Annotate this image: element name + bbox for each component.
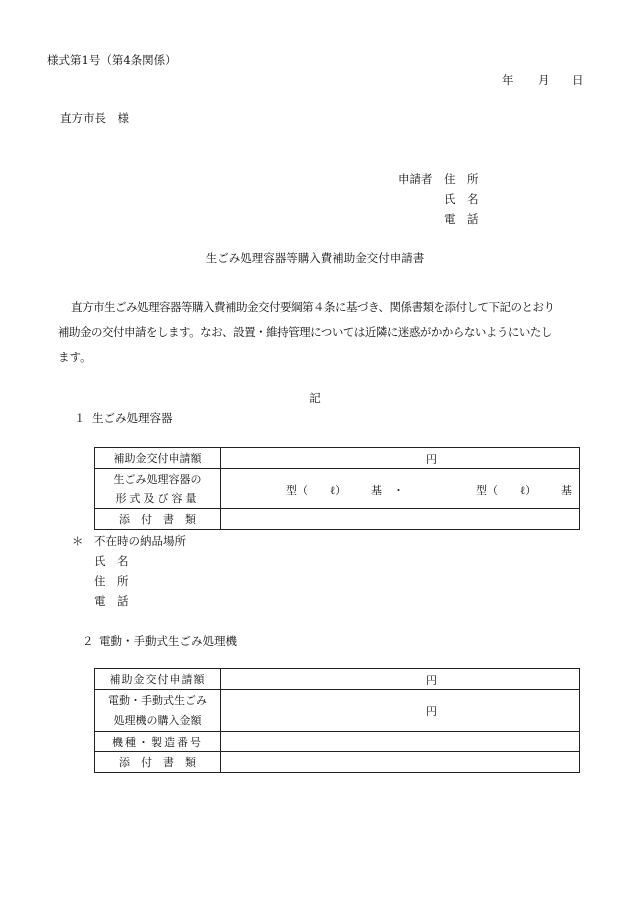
- s1-count-a: 基 ・: [371, 484, 404, 497]
- section2-title: 電動・手動式生ごみ処理機: [99, 634, 237, 648]
- body-line-1: 直方市生ごみ処理容器等購入費補助金交付要綱第４条に基づき、関係書類を添付して下記のとおり: [71, 300, 555, 314]
- applicant-label: 申請者: [398, 172, 433, 186]
- applicant-phone: 電 話: [444, 212, 479, 226]
- s1-type-label-line2: 形式及び容量: [115, 491, 200, 505]
- s1-attachment-label: 添 付 書 類: [95, 509, 221, 530]
- body-line-3: ます。: [58, 350, 92, 364]
- section2-number: ２: [82, 634, 94, 648]
- ki-heading: 記: [309, 391, 321, 405]
- addressee: 直方市長 様: [60, 111, 129, 125]
- s2-price-unit: 円: [426, 705, 437, 718]
- s1-type-row: [95, 469, 580, 509]
- document-title: 生ごみ処理容器等購入費補助金交付申請書: [205, 251, 425, 265]
- section2-table: [94, 668, 580, 773]
- s1-attachment-field[interactable]: [221, 509, 580, 530]
- s2-price-label-line2: 処理機の購入金額: [113, 713, 202, 727]
- s1-type-b: 型（ ℓ）: [476, 484, 537, 497]
- section1-table: [94, 447, 580, 530]
- section1-number: １: [74, 411, 86, 425]
- body-line-2: 補助金の交付申請をします。なお、設置・維持管理については近隣に迷惑がかからないようにいたし: [58, 325, 552, 339]
- applicant-name: 氏 名: [444, 192, 479, 206]
- s1-type-a: 型（ ℓ）: [286, 484, 347, 497]
- absence-address: 住 所: [94, 574, 129, 588]
- absence-mark: ＊: [72, 534, 84, 548]
- s2-price-field[interactable]: [221, 690, 580, 732]
- s2-model-label: 機種・製造番号: [95, 732, 221, 752]
- s1-attachment-row: [95, 509, 580, 530]
- s1-amount-field[interactable]: [221, 448, 580, 469]
- s2-attachment-label: 添 付 書 類: [95, 752, 221, 773]
- s2-attachment-row: [95, 752, 580, 773]
- s2-price-label-line1: 電動・手動式生ごみ: [108, 693, 207, 707]
- absence-name: 氏 名: [94, 554, 129, 568]
- s2-amount-field[interactable]: [221, 669, 580, 690]
- s1-count-b: 基: [561, 484, 572, 497]
- s1-amount-label: 補助金交付申請額: [95, 448, 221, 469]
- s2-amount-label: 補助金交付申請額: [95, 669, 221, 690]
- date-day: 日: [572, 73, 584, 87]
- s1-type-field[interactable]: [221, 469, 580, 509]
- section1-title: 生ごみ処理容器: [92, 411, 173, 425]
- s1-type-label-line1: 生ごみ処理容器の: [113, 472, 202, 486]
- form-number: 様式第1号（第4条関係）: [47, 53, 177, 67]
- s2-model-field[interactable]: [221, 732, 580, 752]
- absence-label: 不在時の納品場所: [94, 534, 186, 548]
- s2-price-row: [95, 690, 580, 732]
- s2-amount-unit: 円: [426, 674, 437, 687]
- s2-model-row: [95, 732, 580, 752]
- date-year: 年: [502, 73, 514, 87]
- s2-price-label: [95, 690, 221, 732]
- s2-amount-row: [95, 669, 580, 690]
- s1-amount-unit: 円: [426, 453, 437, 466]
- applicant-address: 住 所: [444, 172, 479, 186]
- absence-phone: 電 話: [94, 594, 129, 608]
- s2-attachment-field[interactable]: [221, 752, 580, 773]
- s1-amount-row: [95, 448, 580, 469]
- date-month: 月: [538, 73, 550, 87]
- s1-type-label: [95, 469, 221, 509]
